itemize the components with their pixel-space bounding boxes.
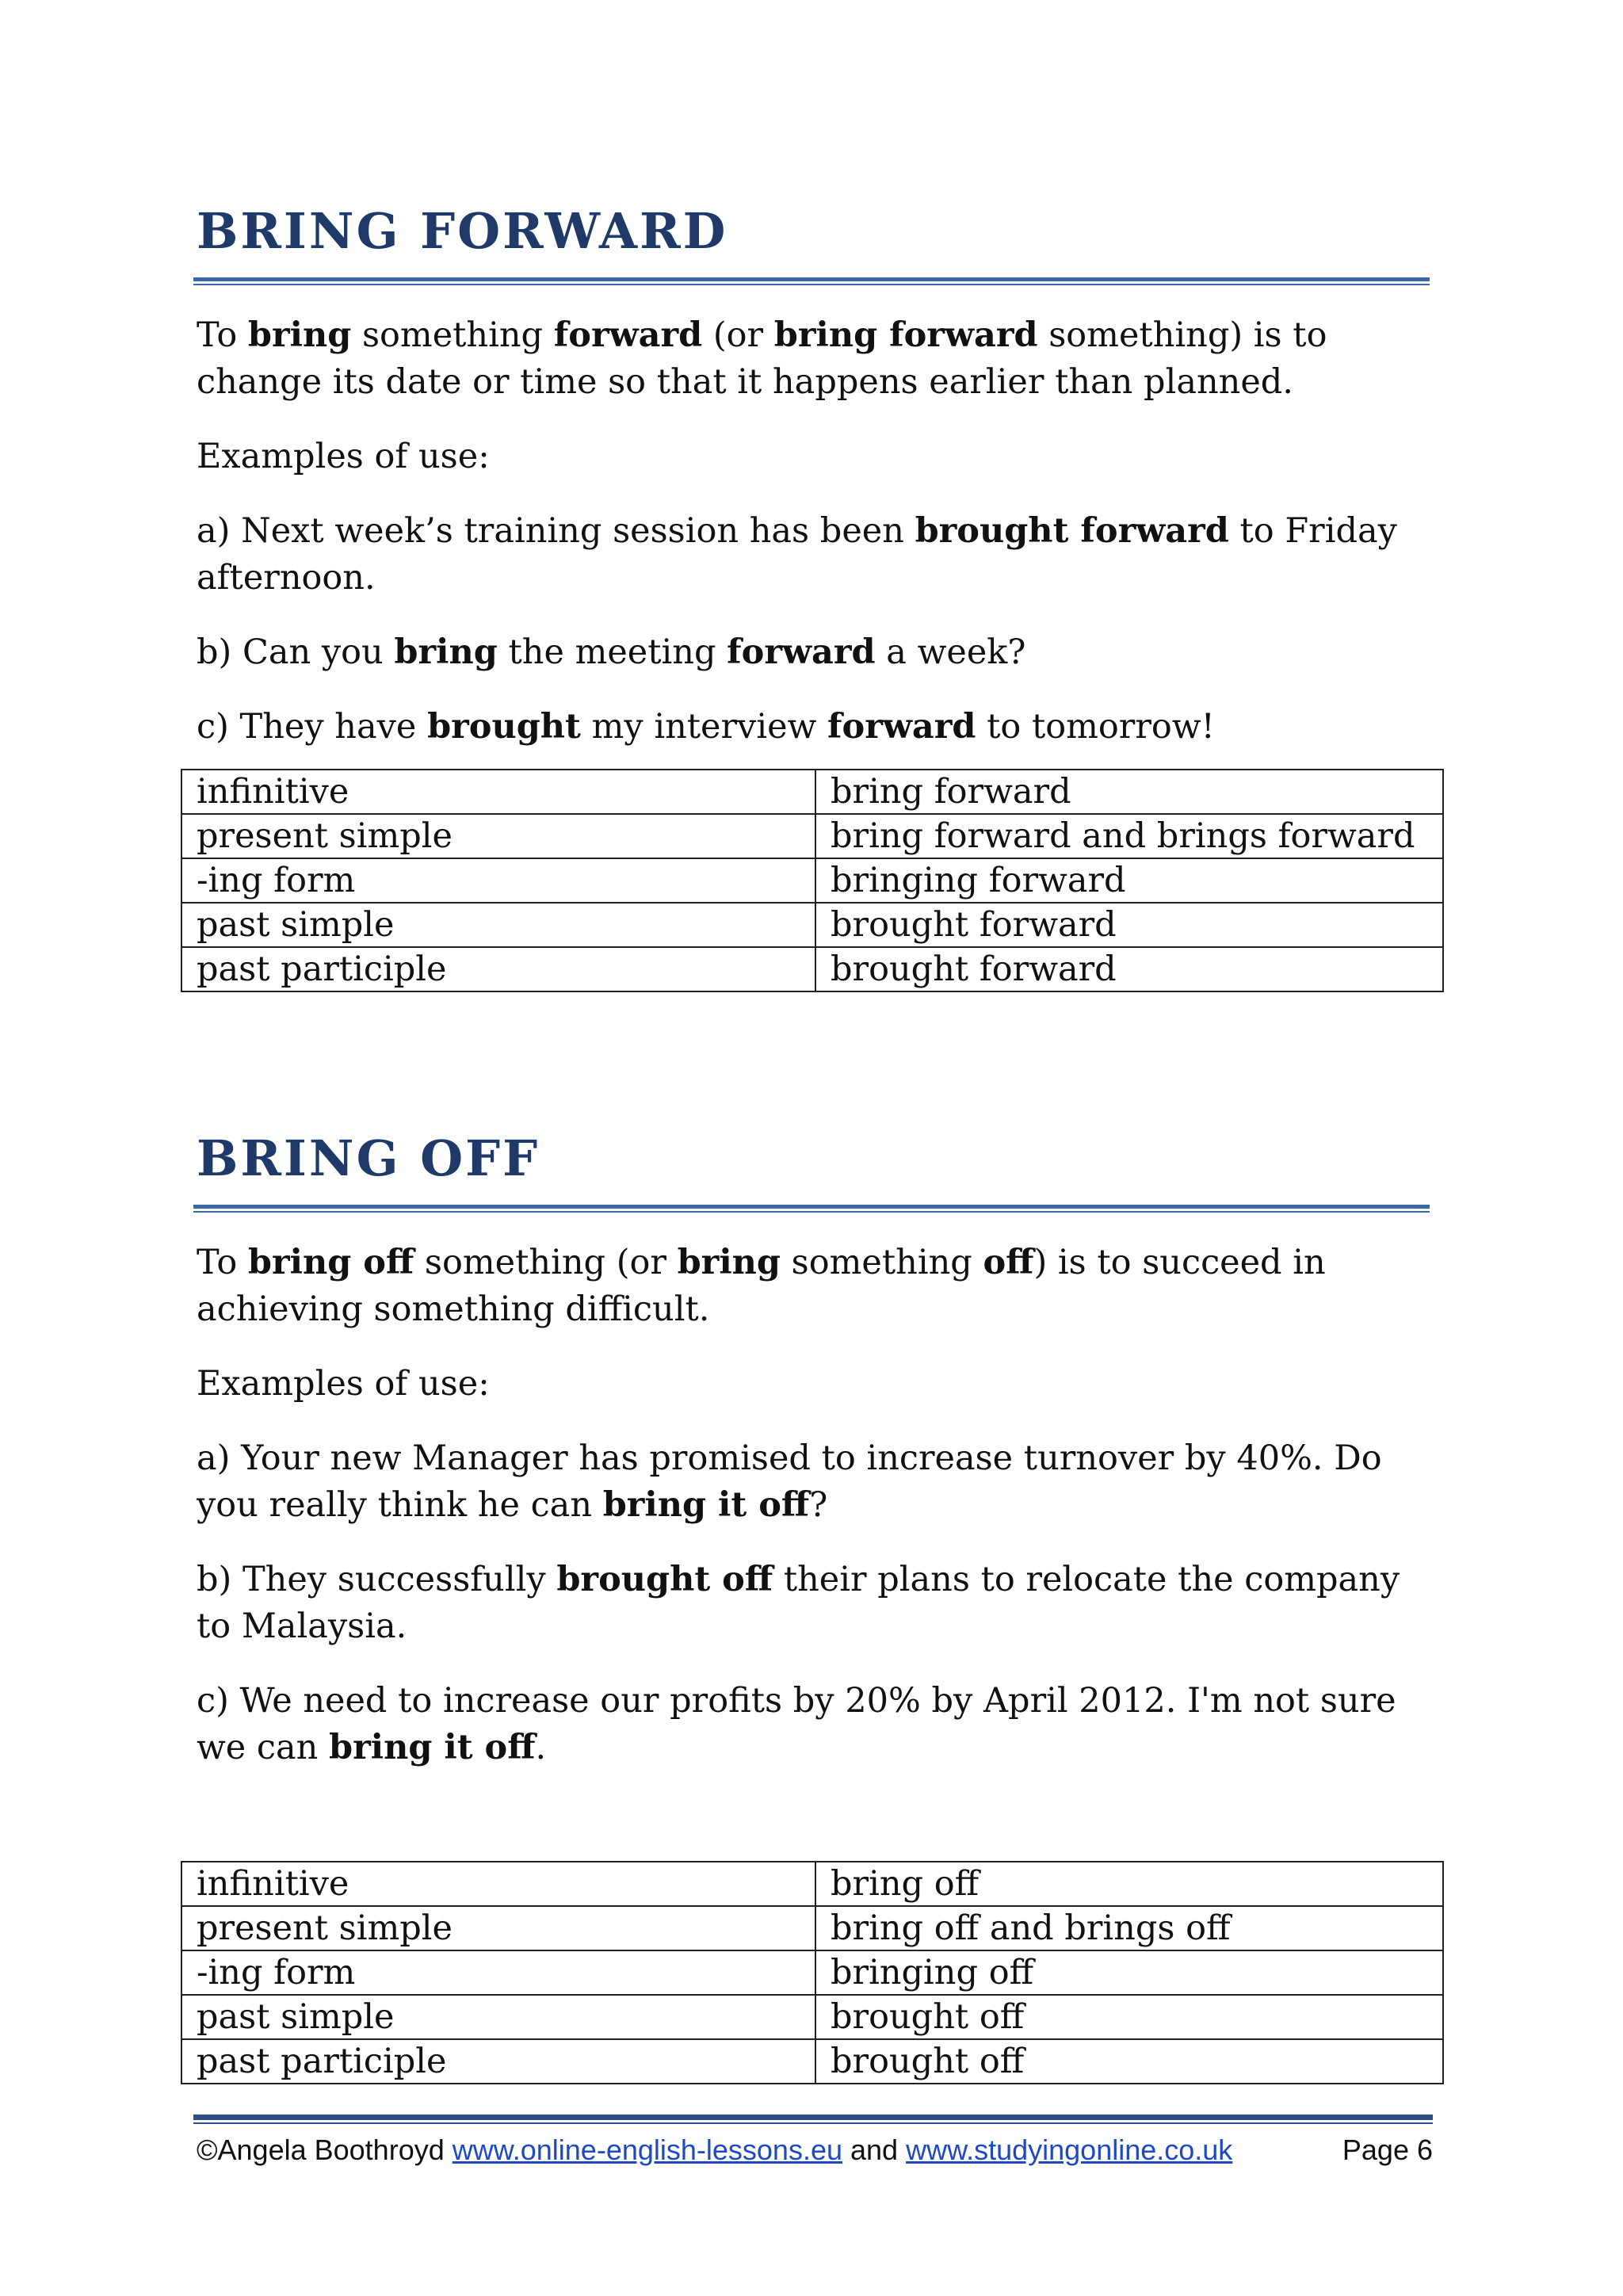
text: b) Can you	[197, 632, 395, 672]
table-cell: past participle	[181, 947, 815, 991]
bold-text: forward	[827, 707, 976, 747]
table-cell: bring off and brings off	[815, 1906, 1443, 1950]
bold-text: bring it off	[602, 1485, 810, 1525]
bold-text: brought off	[556, 1560, 773, 1599]
footer-author: ©Angela Boothroyd	[197, 2134, 453, 2166]
section-bring-forward	[197, 200, 1433, 751]
table-cell: bring off	[815, 1862, 1443, 1906]
section-title: BRING OFF	[197, 1129, 540, 1187]
text: something (or	[414, 1243, 678, 1282]
text: something) is to change its date or time so that it happens earlier than planned.	[197, 315, 1327, 402]
bold-text: off	[983, 1243, 1034, 1282]
table-cell: infinitive	[181, 1862, 815, 1906]
text: a week?	[875, 632, 1026, 672]
section-bring-off	[197, 1127, 1433, 1771]
example-c	[197, 704, 1433, 751]
bold-text: brought	[427, 707, 581, 747]
table-row	[181, 903, 1443, 947]
footer	[197, 2130, 1433, 2170]
table-cell: brought off	[815, 2039, 1443, 2084]
example-c	[197, 1678, 1433, 1771]
bold-text: bring it off	[329, 1728, 536, 1767]
bold-text: brought forward	[915, 511, 1229, 551]
text: their plans to relocate the company to Malaysia.	[197, 1560, 1400, 1646]
text: b) They successfully	[197, 1560, 557, 1599]
title-rule	[193, 1205, 1430, 1213]
text: the meeting	[497, 632, 727, 672]
table-cell: infinitive	[181, 770, 815, 814]
definition	[197, 312, 1433, 406]
text: (or	[702, 315, 774, 355]
text: To	[197, 315, 248, 355]
text: To	[197, 1243, 248, 1282]
definition	[197, 1240, 1433, 1333]
footer-rule	[193, 2115, 1433, 2124]
text: ) is to succeed in achieving something difficult.	[197, 1243, 1326, 1329]
table-cell: past simple	[181, 903, 815, 947]
table-row	[181, 947, 1443, 991]
title-rule	[193, 277, 1430, 285]
bold-text: bring	[394, 632, 498, 672]
text: a) Your new Manager has promised to increase turnover by 40%. Do you really think he can	[197, 1438, 1382, 1525]
text: something	[351, 315, 554, 355]
footer-link-studyingonline[interactable]: www.studyingonline.co.uk	[906, 2134, 1233, 2166]
text: .	[535, 1728, 547, 1767]
table-row	[181, 1995, 1443, 2039]
text: c) We need to increase our profits by 20% by April 2012. I'm not sure we can	[197, 1681, 1396, 1767]
text: a) Next week’s training session has been	[197, 511, 915, 551]
table-cell: brought forward	[815, 947, 1443, 991]
table-cell: bring forward	[815, 770, 1443, 814]
example-a	[197, 1435, 1433, 1529]
bold-text: bring off	[247, 1243, 414, 1282]
table-cell: bringing forward	[815, 858, 1443, 903]
example-b	[197, 1557, 1433, 1650]
example-b	[197, 629, 1433, 676]
bold-text: forward	[553, 315, 703, 355]
examples-label: Examples of use:	[197, 437, 490, 476]
section-title: BRING FORWARD	[197, 202, 728, 260]
table-cell: past simple	[181, 1995, 815, 2039]
table-row	[181, 1950, 1443, 1995]
text: to tomorrow!	[976, 707, 1215, 747]
page-number: Page 6	[1342, 2134, 1433, 2166]
table-row	[181, 1862, 1443, 1906]
table-row	[181, 814, 1443, 858]
footer-link-online-english-lessons[interactable]: www.online-english-lessons.eu	[452, 2134, 842, 2166]
bold-text: bring forward	[773, 315, 1038, 355]
text: to Friday afternoon.	[197, 511, 1397, 598]
table-cell: present simple	[181, 814, 815, 858]
bold-text: forward	[727, 632, 876, 672]
text: my interview	[580, 707, 828, 747]
bold-text: bring	[677, 1243, 781, 1282]
table-cell: present simple	[181, 1906, 815, 1950]
table-cell: brought off	[815, 1995, 1443, 2039]
table-cell: bringing off	[815, 1950, 1443, 1995]
example-a	[197, 508, 1433, 602]
table-cell: bring forward and brings forward	[815, 814, 1443, 858]
footer-and: and	[842, 2134, 907, 2166]
examples-label: Examples of use:	[197, 1364, 490, 1404]
table-row	[181, 1906, 1443, 1950]
table-cell: brought forward	[815, 903, 1443, 947]
bold-text: bring	[247, 315, 352, 355]
table-cell: past participle	[181, 2039, 815, 2084]
verb-forms-table	[181, 769, 1444, 992]
table-cell: -ing form	[181, 858, 815, 903]
table-row	[181, 770, 1443, 814]
verb-forms-table	[181, 1861, 1444, 2084]
table-row	[181, 2039, 1443, 2084]
table-cell: -ing form	[181, 1950, 815, 1995]
text: ?	[809, 1485, 828, 1525]
text: something	[781, 1243, 983, 1282]
text: c) They have	[197, 707, 428, 747]
table-row	[181, 858, 1443, 903]
